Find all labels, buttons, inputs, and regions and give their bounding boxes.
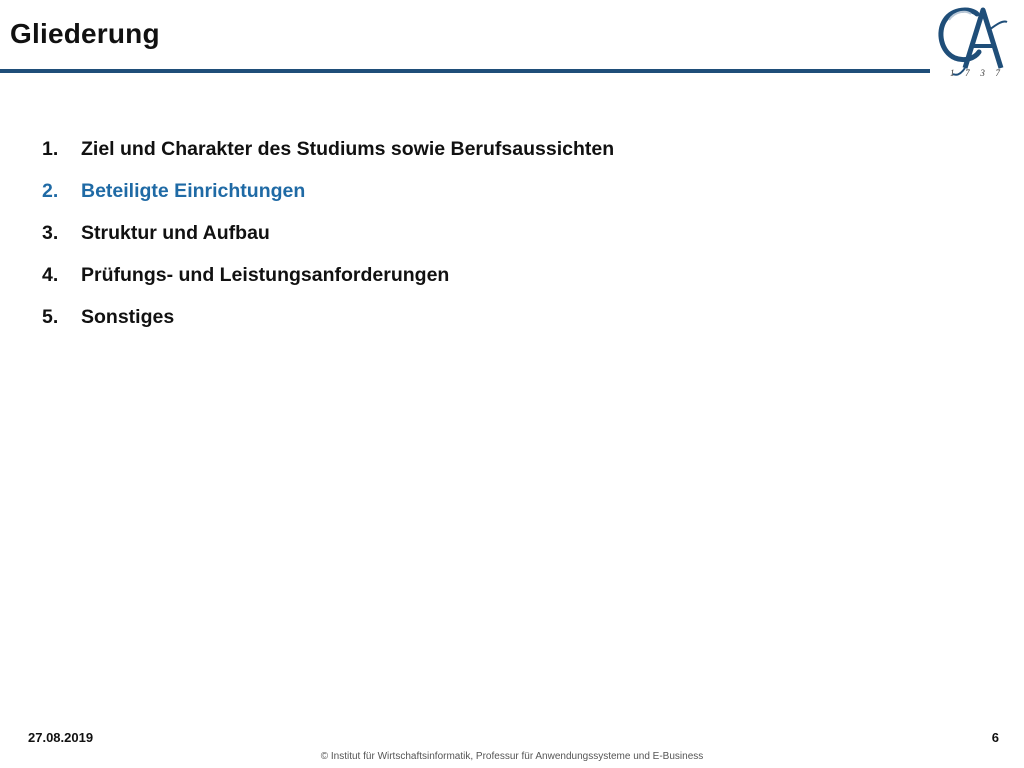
outline-item-label: Struktur und Aufbau	[81, 222, 270, 244]
outline-item-number: 1.	[42, 138, 59, 160]
outline-item-number: 4.	[42, 264, 59, 286]
outline-item-label: Prüfungs- und Leistungsanforderungen	[81, 264, 450, 286]
outline-item-number: 3.	[42, 222, 59, 244]
outline-item-number: 2.	[42, 180, 59, 202]
footer-copyright: © Institut für Wirtschaftsinformatik, Professur für Anwendungssysteme und E-Business	[320, 751, 704, 762]
logo-year-digit: 7	[965, 68, 970, 78]
outline-item	[42, 222, 614, 264]
outline-item	[42, 138, 614, 180]
page-number: 6	[991, 730, 999, 745]
outline-item-active	[42, 180, 614, 222]
outline-item	[42, 264, 614, 306]
logo-year	[950, 68, 1000, 78]
logo-year-digit: 3	[980, 68, 985, 78]
outline-item-label: Ziel und Charakter des Studiums sowie Berufsaussichten	[81, 138, 615, 160]
footer-date: 27.08.2019	[28, 730, 94, 745]
title-underline	[0, 69, 930, 73]
outline-item-label: Beteiligte Einrichtungen	[81, 180, 306, 202]
outline-item-label: Sonstiges	[81, 306, 175, 328]
logo-year-digit: 1	[950, 68, 955, 78]
outline-item	[42, 306, 614, 348]
outline-list	[42, 138, 614, 348]
logo-year-digit: 7	[995, 68, 1000, 78]
outline-item-number: 5.	[42, 306, 59, 328]
slide-title: Gliederung	[10, 18, 160, 49]
